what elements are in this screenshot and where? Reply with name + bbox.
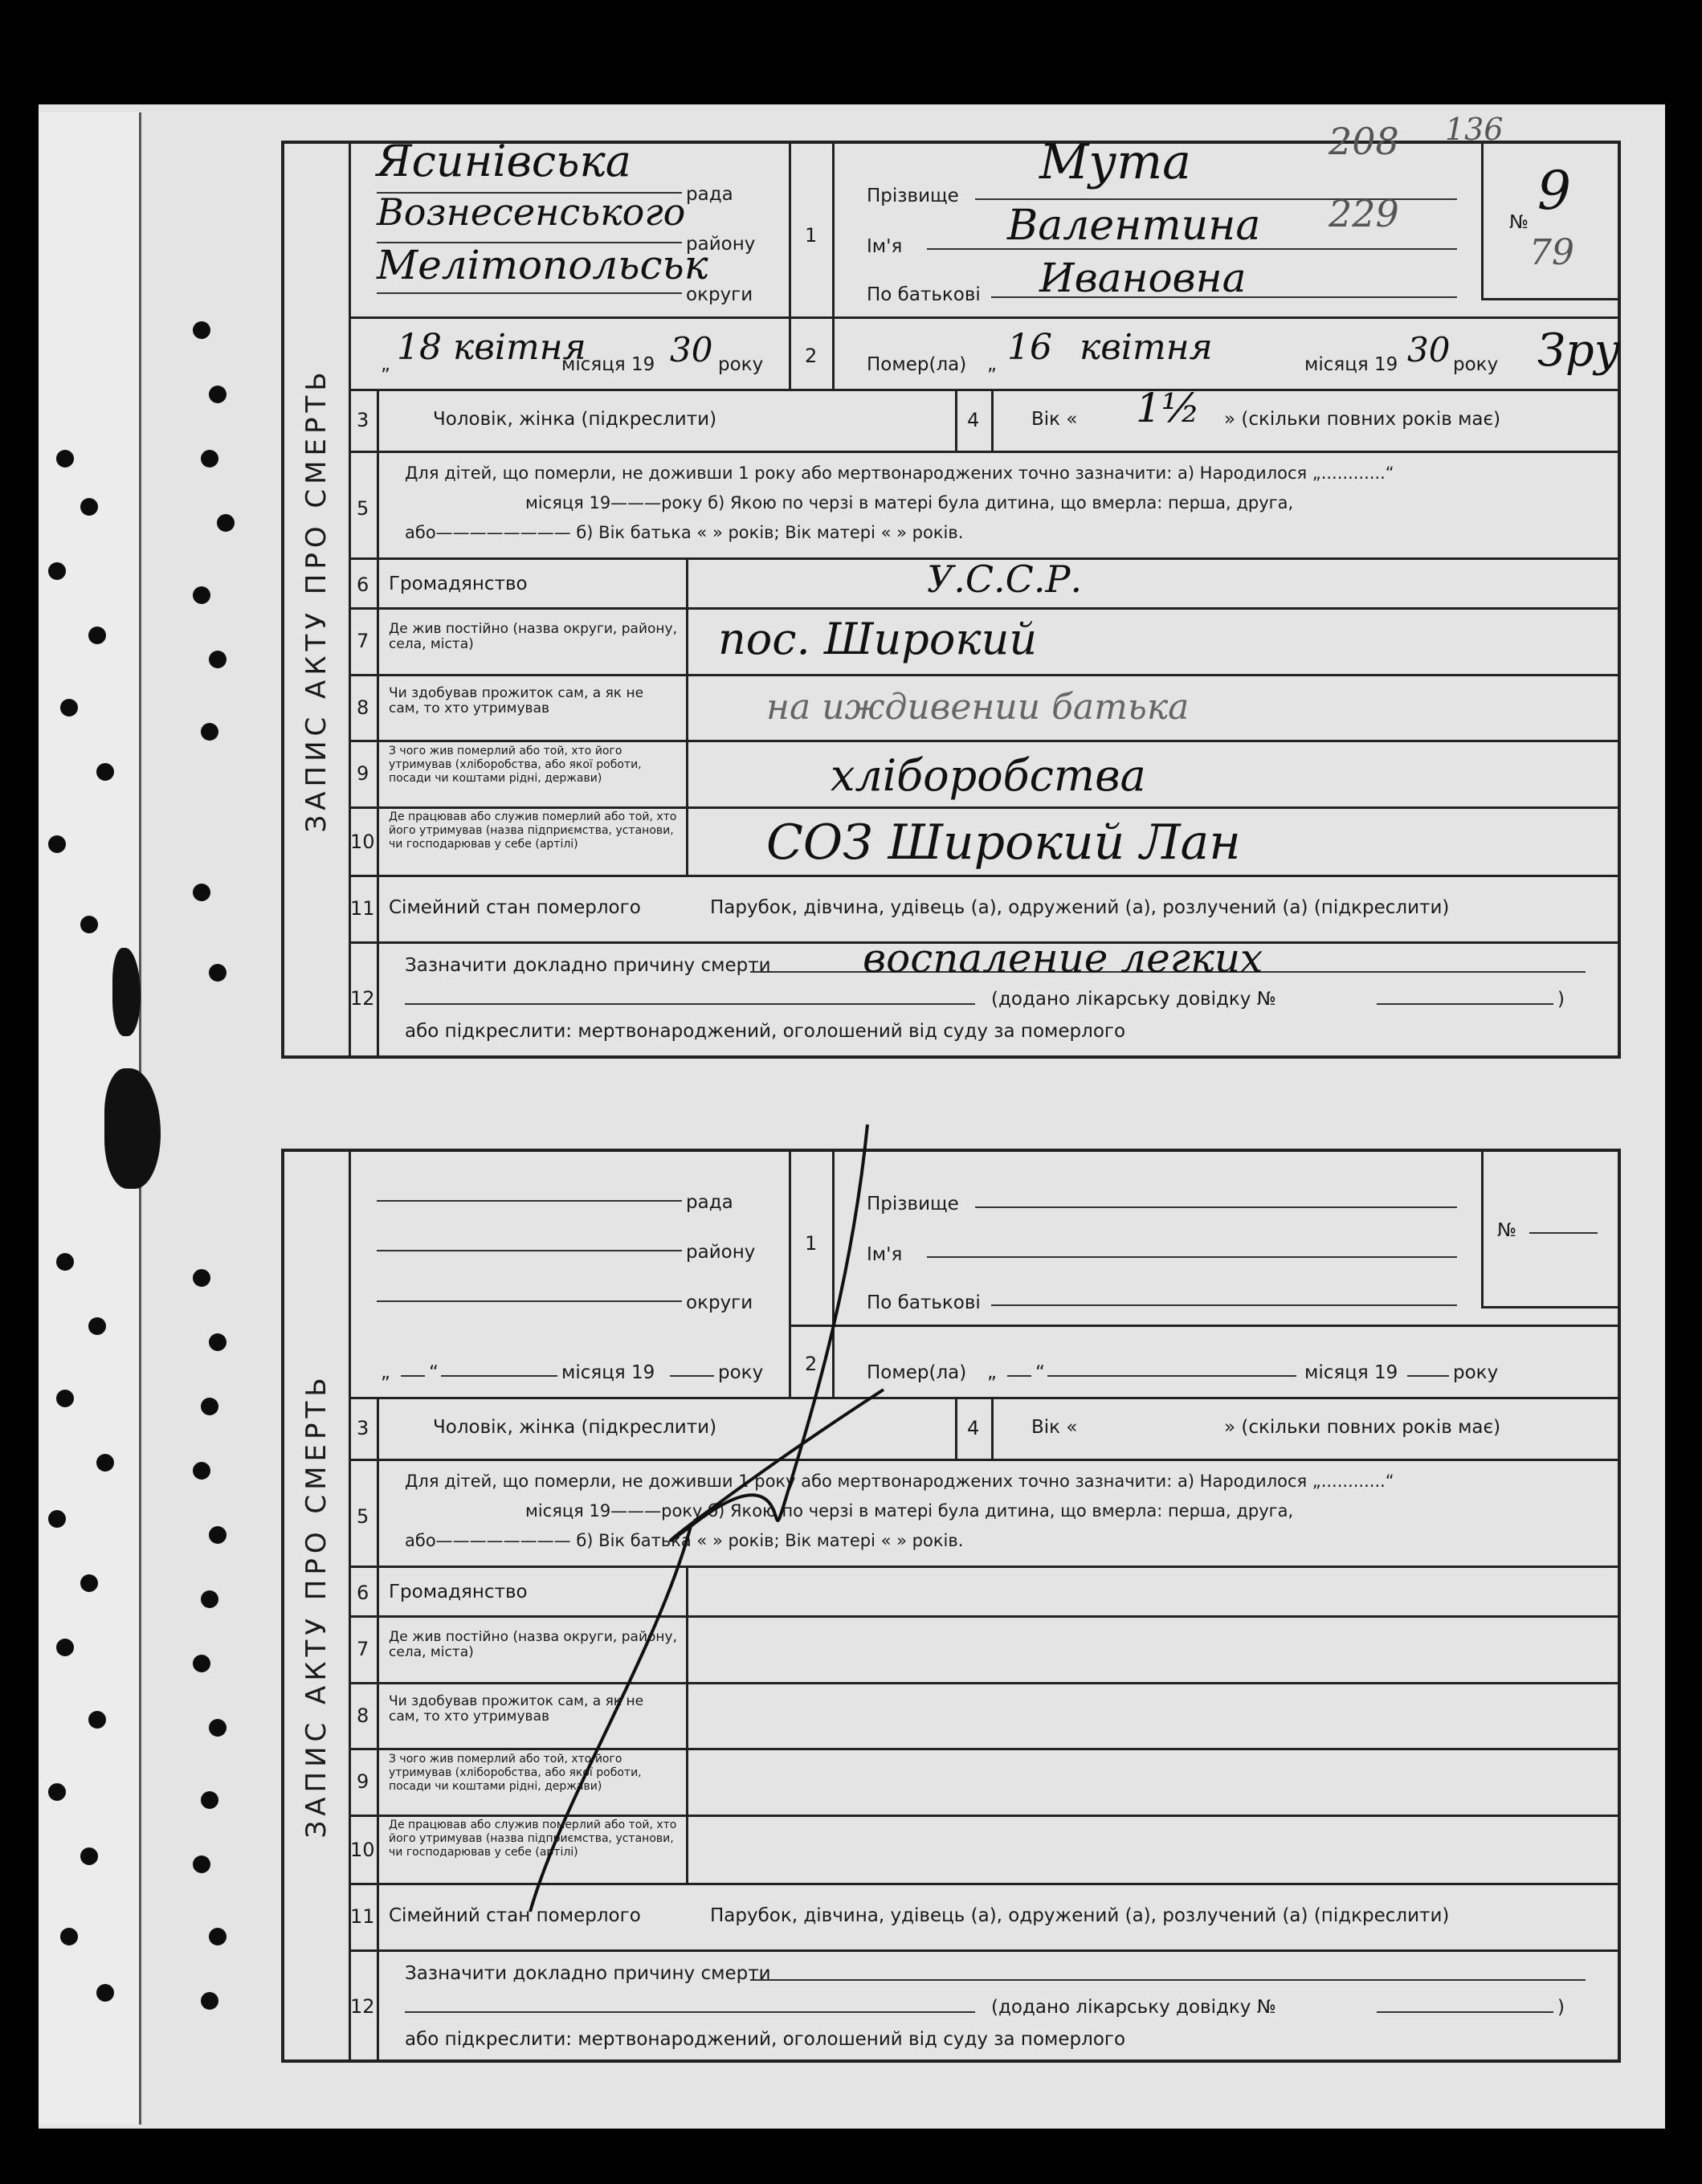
support-label: Чи здобував прожиток сам, а як не сам, то хто утримував bbox=[389, 685, 644, 716]
marital-options: Парубок, дівчина, удівець (а), одружений (а), розлучений (а) (підкреслити) bbox=[710, 897, 1450, 918]
okruha-value: Мелітопольськ bbox=[377, 242, 708, 288]
archive-number-c: 229 bbox=[1329, 192, 1399, 235]
rada-label: рада bbox=[686, 1192, 733, 1213]
infant-line-3: або———————— б) Вік батька « » років; Вік матері « » років. bbox=[405, 1531, 964, 1550]
raion-label: району bbox=[686, 234, 756, 255]
record-number: 9 bbox=[1537, 160, 1571, 222]
sex-label: Чоловік, жінка (підкреслити) bbox=[433, 409, 717, 430]
workplace-label: Де працював або служив померлий або той, хто його утримував (назва підприємства, установи, чи господарював у себе (артілі) bbox=[389, 810, 677, 851]
residence-label: Де жив постійно (назва округи, району, села, міста) bbox=[389, 621, 677, 652]
cause-label: Зазначити докладно причину смерти bbox=[405, 1963, 771, 1984]
name-label: Ім'я bbox=[867, 236, 903, 257]
citizenship-label: Громадянство bbox=[389, 1582, 528, 1602]
okruha-label: округи bbox=[686, 284, 753, 305]
support-label: Чи здобував прожиток сам, а як не сам, то хто утримував bbox=[389, 1693, 644, 1725]
misyatsia-label: місяця 19 bbox=[561, 354, 655, 375]
workplace-label: Де працював або служив померлий або той, хто його утримував (назва підприємства, установи, чи господарював у себе (артілі) bbox=[389, 1819, 677, 1859]
citizenship-value: У.С.С.Р. bbox=[927, 557, 1083, 601]
surname-label: Прізвище bbox=[867, 1194, 959, 1214]
stillborn-label: або підкреслити: мертвонароджений, оголошений від суду за померлого bbox=[405, 1021, 1126, 1042]
surname-label: Прізвище bbox=[867, 186, 959, 206]
raion-value: Вознесенського bbox=[377, 190, 686, 234]
patronymic-label: По батькові bbox=[867, 284, 981, 305]
form-side-title: ЗАПИС АКТУ ПРО СМЕРТЬ bbox=[284, 1152, 351, 2059]
residence-value: пос. Широкий bbox=[718, 614, 1038, 664]
archive-number-b: 136 bbox=[1445, 112, 1504, 147]
death-day: 16 bbox=[1007, 327, 1052, 368]
stillborn-label: або підкреслити: мертвонароджений, оголошений від суду за померлого bbox=[405, 2029, 1126, 2050]
number-label: № bbox=[1497, 1220, 1516, 1241]
marital-options: Парубок, дівчина, удівець (а), одружений (а), розлучений (а) (підкреслити) bbox=[710, 1905, 1450, 1926]
name-value: Валентина bbox=[1007, 202, 1261, 250]
livelihood-label: З чого жив померлий або той, хто його утримував (хліборобства, або якої роботи, посади чи коштами рідні, держави) bbox=[389, 745, 642, 785]
patronymic-value: Ивановна bbox=[1039, 255, 1247, 301]
death-date-label: Помер(ла) bbox=[867, 1362, 967, 1383]
reg-day: 18 bbox=[397, 327, 442, 368]
registrar-signature: Зру bbox=[1537, 325, 1621, 377]
livelihood-value: хліборобства bbox=[831, 750, 1146, 801]
number-label: № bbox=[1509, 212, 1529, 233]
infant-line-2: місяця 19———року б) Якою по черзі в матері була дитина, що вмерла: перша, друга, bbox=[525, 493, 1294, 512]
infant-line-2: місяця 19———року б) Якою по черзі в матері була дитина, що вмерла: перша, друга, bbox=[525, 1501, 1294, 1521]
certificate-label: (додано лікарську довідку № bbox=[991, 989, 1276, 1010]
marital-label: Сімейний стан померлого bbox=[389, 1905, 641, 1926]
reg-month: квітня bbox=[453, 327, 586, 368]
rada-value: Ясинівська bbox=[377, 136, 631, 186]
cause-value: воспаление легких bbox=[863, 935, 1263, 982]
okruha-label: округи bbox=[686, 1292, 753, 1313]
age-label: Вік « bbox=[1031, 409, 1078, 430]
infant-line-1: Для дітей, що померли, не доживши 1 року або мертвонароджених точно зазначити: а) Народилося „............“ bbox=[405, 463, 1394, 483]
infant-line-1: Для дітей, що померли, не доживши 1 року або мертвонароджених точно зазначити: а) Народилося „............“ bbox=[405, 1472, 1394, 1491]
citizenship-label: Громадянство bbox=[389, 574, 528, 594]
name-label: Ім'я bbox=[867, 1244, 903, 1265]
death-record-form-2: ЗАПИС АКТУ ПРО СМЕРТЬ рада району округи „ “ місяця 19 року 1 2 Прізвище Ім'я По батькові Помер(ла) „ “ місяця 19 року № 3 Чоловік, жінка (підкреслити) 4 Вік « » (скільки повних років має) 5 Для дітей, що померли, не доживши 1 року або мертвонароджених точно зазначити: а) Народилося „............“ місяця 19———року б) Якою по черзі в матері була дитина, що вмерла: перша, друга, або———————— б) Вік батька « » років; Вік матері « » років. 6 Громадянство 7 Де жив постійно (назва округи, району, села, міста) 8 Чи здобував прожиток сам, а як не сам, то хто утримував 9 З чого жив померлий або той, хто його утримував (хліборобства, або якої роботи, посади чи коштами рідні, держави) 10 Де працював або служив померлий або той, хто його утримував (назва підприємства, установи, чи господарював у себе (артілі) 11 Сімейний стан померлого Парубок, дівчина, удівець (а), одружений (а), розлучений (а) (підкреслити) 12 Зазначити докладно причину смерти (додано лікарську довідку № ) або підкреслити: мертвонароджений, оголошений від суду за померлого bbox=[281, 1149, 1621, 2063]
rada-label: рада bbox=[686, 184, 733, 205]
sex-label: Чоловік, жінка (підкреслити) bbox=[433, 1417, 717, 1438]
infant-line-3: або———————— б) Вік батька « » років; Вік матері « » років. bbox=[405, 523, 964, 542]
record-number-sub: 79 bbox=[1529, 232, 1574, 273]
death-year: 30 bbox=[1407, 330, 1451, 369]
raion-label: району bbox=[686, 1242, 756, 1263]
livelihood-label: З чого жив померлий або той, хто його утримував (хліборобства, або якої роботи, посади чи коштами рідні, держави) bbox=[389, 1753, 642, 1793]
patronymic-label: По батькові bbox=[867, 1292, 981, 1313]
form-side-title: ЗАПИС АКТУ ПРО СМЕРТЬ bbox=[284, 144, 351, 1055]
death-month: квітня bbox=[1080, 327, 1213, 368]
age-label: Вік « bbox=[1031, 1417, 1078, 1438]
workplace-value: СОЗ Широкий Лан bbox=[766, 814, 1241, 871]
surname-value: Мута bbox=[1039, 134, 1191, 190]
reg-year: 30 bbox=[670, 330, 713, 369]
certificate-label: (додано лікарську довідку № bbox=[991, 1997, 1276, 2018]
support-value: на иждивении батька bbox=[766, 687, 1190, 728]
cause-label: Зазначити докладно причину смерти bbox=[405, 955, 771, 976]
death-date-label: Помер(ла) bbox=[867, 354, 967, 375]
marital-label: Сімейний стан померлого bbox=[389, 897, 641, 918]
archive-number-a: 208 bbox=[1329, 120, 1399, 163]
residence-label: Де жив постійно (назва округи, району, села, міста) bbox=[389, 1629, 677, 1660]
death-record-form-1: ЗАПИС АКТУ ПРО СМЕРТЬ рада району округи Ясинівська Вознесенського Мелітопольськ „ 18 квітня місяця 19 30 року 1 2 Прізвище Ім'я По батькові Мута Валентина Ивановна Помер(ла) „ 16 квітня місяця 19 30 року № 9 79 208 136 229 Зру 3 Чоловік, жінка (підкреслити) 4 Вік « 1½ » (скільки повних років має) 5 Для дітей, що померли, не доживши 1 року або мертвонароджених точно зазначити: а) Народилося „............“ місяця 19———року б) Якою по черзі в матері була дитина, що вмерла: перша, друга, або———————— б) Вік батька « » років; Вік матері « » років. 6 Громадянство У.С.С.Р. 7 Де жив постійно (назва округи, району, села, міста) пос. Широкий 8 Чи здобував прожиток сам, а як не сам, то хто утримував на иждивении батька 9 З чого жив померлий або той, хто його утримував (хліборобства, або якої роботи, посади чи коштами рідні, держави) хліборобства 10 Де працював або служив померлий або той, хто його утримував (назва підприємства, установи, чи господарював у себе (артілі) СОЗ Широкий Лан 11 Сімейний стан померлого Парубок, дівчина, удівець (а), одружений (а), розлучений (а) (підкреслити) 12 Зазначити докладно причину смерти воспаление легких (додано лікарську довідку № ) або підкреслити: мертвонароджений, оголошений від суду за померлого bbox=[281, 141, 1621, 1059]
age-value: 1½ bbox=[1136, 385, 1201, 431]
